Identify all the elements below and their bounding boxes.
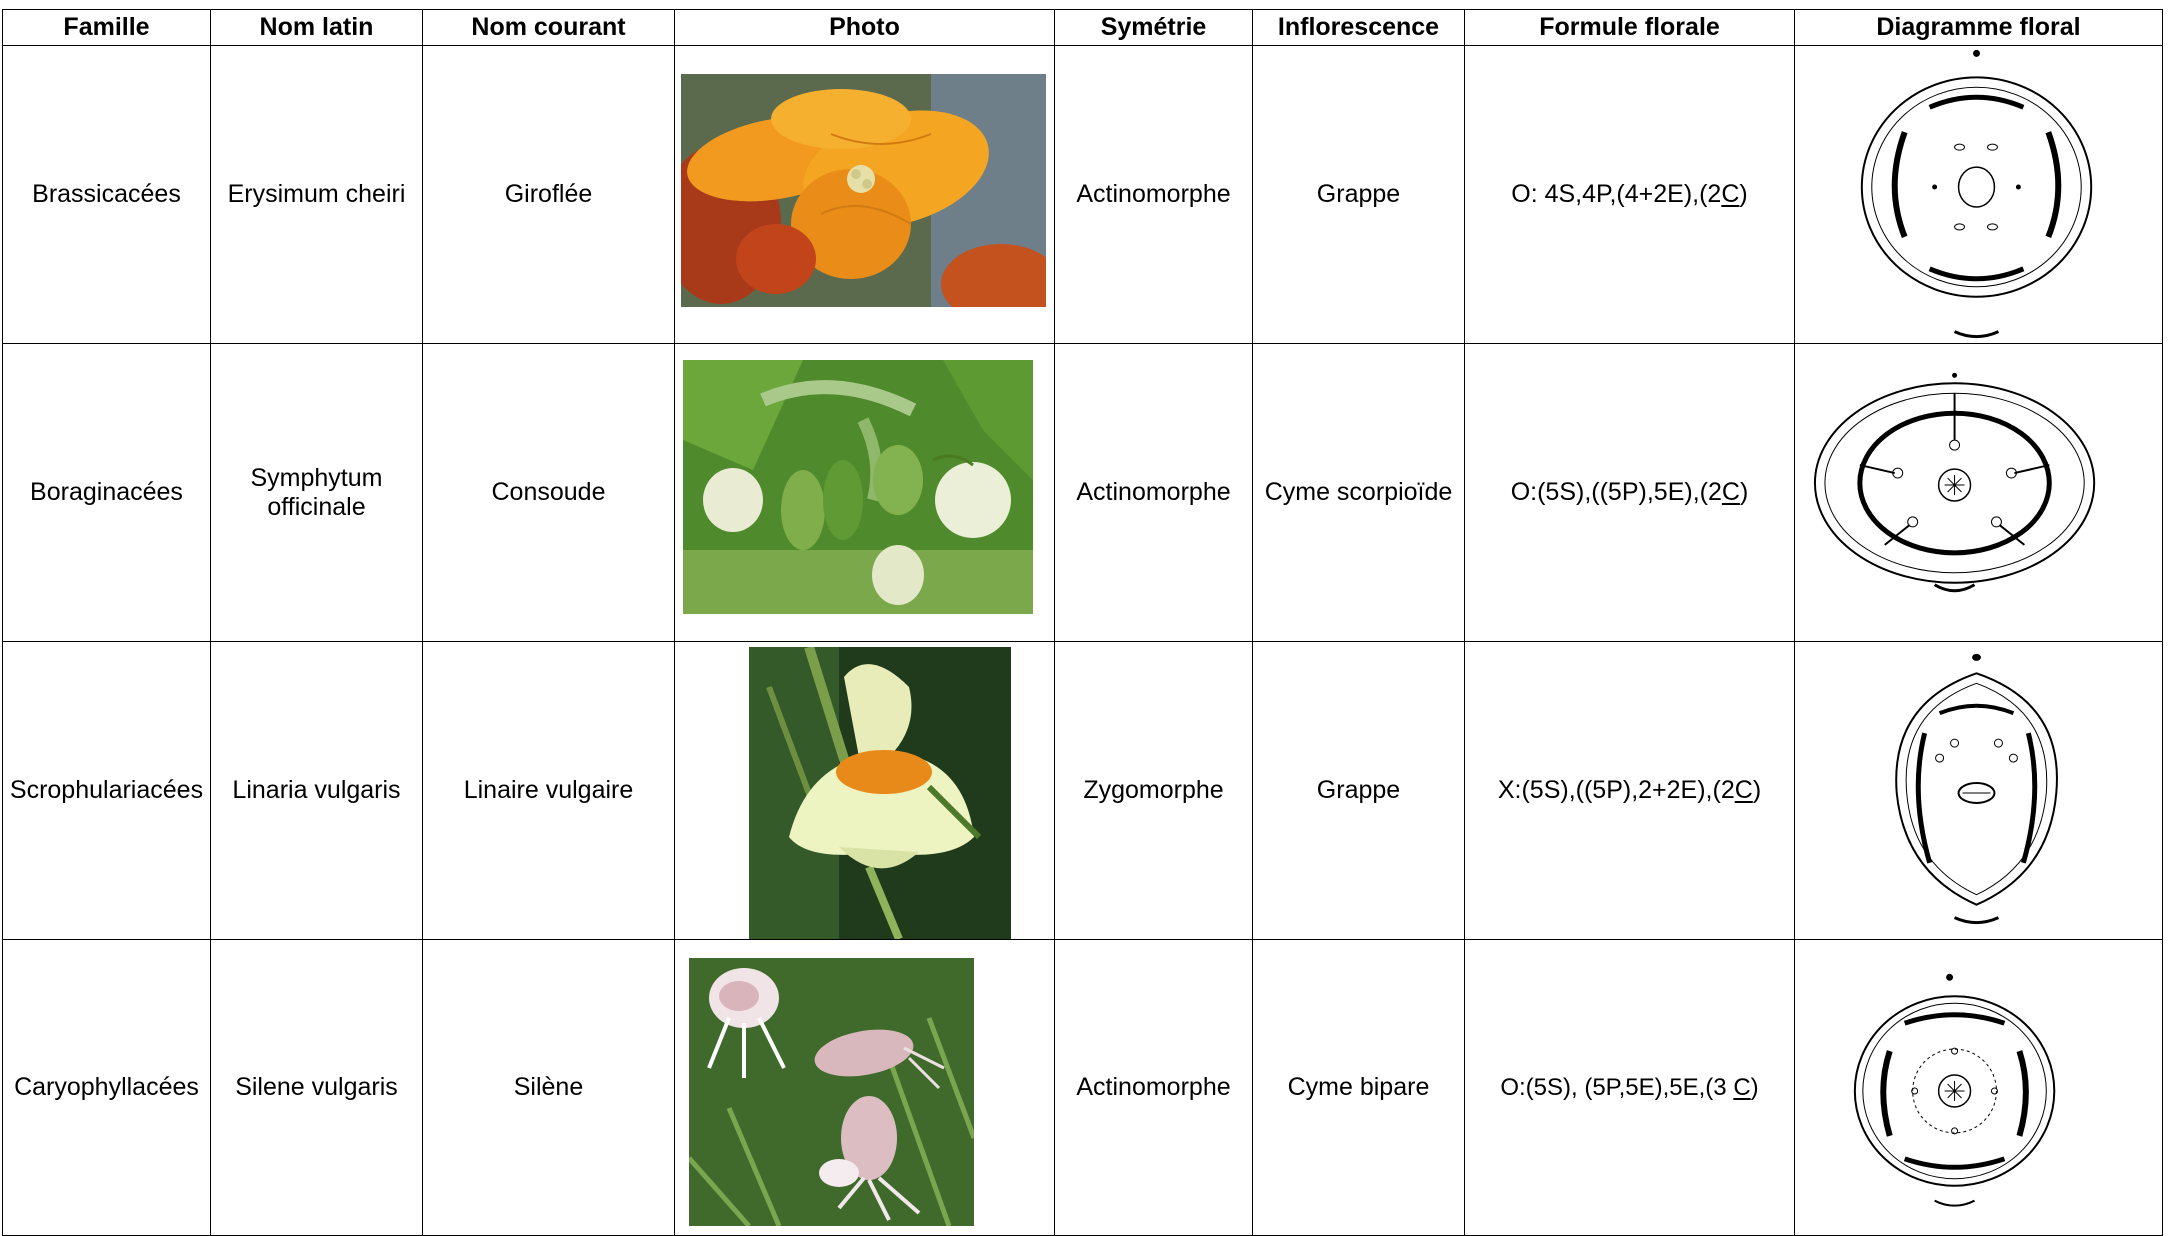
header-photo: Photo — [675, 10, 1055, 46]
formule-underlined: C — [1721, 478, 1740, 506]
bladder-campion-photo — [689, 958, 974, 1226]
flora-table — [2, 9, 2163, 1236]
diagramme-cell — [1795, 344, 2163, 642]
formule-underlined: C — [1734, 776, 1753, 804]
nom-courant-cell: Silène — [423, 940, 675, 1236]
formule-text: O:(5S),((5P),5E),(2 — [1510, 478, 1722, 506]
formule-close: ) — [1750, 1073, 1759, 1101]
famille-cell: Caryophyllacées — [3, 940, 211, 1236]
formule-text: O:(5S), (5P,5E),5E,(3 — [1500, 1073, 1734, 1101]
scrophulariaceae-floral-diagram — [1795, 643, 2162, 939]
header-diagramme-floral: Diagramme floral — [1795, 10, 2163, 46]
formule-florale-cell — [1465, 46, 1795, 344]
header-formule-florale: Formule florale — [1465, 10, 1795, 46]
symetrie-cell: Actinomorphe — [1055, 940, 1253, 1236]
nom-latin-cell: Linaria vulgaris — [211, 642, 423, 940]
diagramme-cell — [1795, 940, 2163, 1236]
table-row — [3, 940, 2163, 1236]
header-symetrie: Symétrie — [1055, 10, 1253, 46]
header-row — [3, 10, 2163, 46]
formule-close: ) — [1752, 776, 1762, 804]
nom-courant-cell: Consoude — [423, 344, 675, 642]
header-nom-latin: Nom latin — [211, 10, 423, 46]
comfrey-photo — [683, 360, 1033, 614]
formule-florale-cell — [1465, 344, 1795, 642]
formule-close: ) — [1739, 478, 1749, 506]
diagramme-cell — [1795, 46, 2163, 344]
nom-courant-cell: Giroflée — [423, 46, 675, 344]
formule-underlined: C — [1733, 1073, 1751, 1101]
famille-cell: Boraginacées — [3, 344, 211, 642]
inflorescence-cell: Grappe — [1253, 642, 1465, 940]
inflorescence-cell: Cyme scorpioïde — [1253, 344, 1465, 642]
photo-cell — [675, 642, 1055, 940]
photo-cell — [675, 46, 1055, 344]
table-row — [3, 344, 2163, 642]
toadflax-photo — [749, 647, 1011, 939]
table-row — [3, 642, 2163, 940]
header-famille: Famille — [3, 10, 211, 46]
boraginaceae-floral-diagram — [1795, 345, 2162, 641]
inflorescence-cell: Grappe — [1253, 46, 1465, 344]
formule-text: X:(5S),((5P),2+2E),(2 — [1497, 776, 1735, 804]
famille-cell: Scrophulariacées — [3, 642, 211, 940]
formule-close: ) — [1739, 180, 1748, 208]
symetrie-cell: Actinomorphe — [1055, 344, 1253, 642]
nom-latin-cell: Erysimum cheiri — [211, 46, 423, 344]
formule-underlined: C — [1721, 180, 1740, 208]
header-inflorescence: Inflorescence — [1253, 10, 1465, 46]
photo-cell — [675, 344, 1055, 642]
nom-latin-cell: Symphytum officinale — [211, 344, 423, 642]
inflorescence-cell: Cyme bipare — [1253, 940, 1465, 1236]
nom-latin-cell: Silene vulgaris — [211, 940, 423, 1236]
caryophyllaceae-floral-diagram — [1795, 941, 2162, 1235]
famille-cell: Brassicacées — [3, 46, 211, 344]
formule-florale-cell — [1465, 940, 1795, 1236]
symetrie-cell: Actinomorphe — [1055, 46, 1253, 344]
formule-text: O: 4S,4P,(4+2E),(2 — [1511, 180, 1722, 208]
table-row — [3, 46, 2163, 344]
photo-cell — [675, 940, 1055, 1236]
header-nom-courant: Nom courant — [423, 10, 675, 46]
formule-florale-cell — [1465, 642, 1795, 940]
symetrie-cell: Zygomorphe — [1055, 642, 1253, 940]
diagramme-cell — [1795, 642, 2163, 940]
wallflower-photo — [681, 74, 1046, 307]
brassicaceae-floral-diagram — [1795, 47, 2162, 343]
nom-courant-cell: Linaire vulgaire — [423, 642, 675, 940]
